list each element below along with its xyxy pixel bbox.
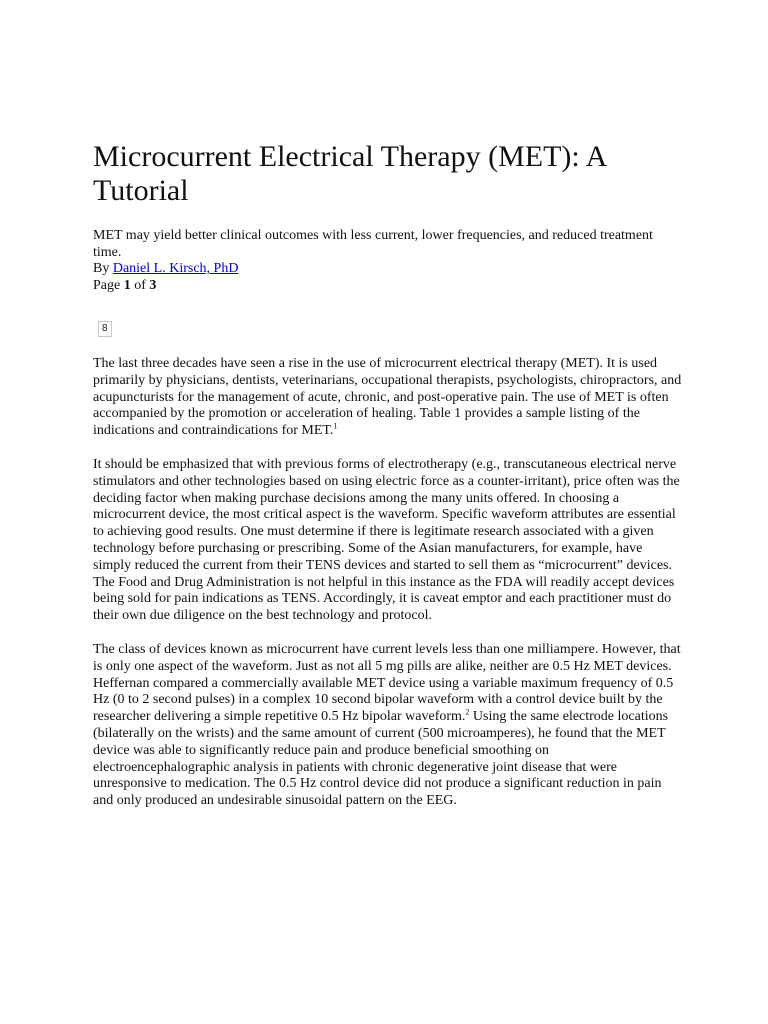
byline xyxy=(93,261,683,278)
page-number-box[interactable]: 8 xyxy=(98,321,112,337)
paragraph-text: The class of devices known as microcurrent have current levels less than one milliampere. However, that is only one aspect of the waveform. Just as not all 5 mg pills are alike, neither are 0.5 Hz MET devices. Heffernan compared a commercially available MET device using a variable maximum frequency of 0.5 Hz (0 to 2 second pulses) in a complex 10 second bipolar waveform with a control device built by the researcher delivering a simple repetitive 0.5 Hz bipolar waveform. xyxy=(93,641,681,725)
article-subtitle: MET may yield better clinical outcomes with less current, lower frequencies, and reduced treatment time. xyxy=(93,228,653,260)
paragraph-text-tail: Using the same electrode locations (bilaterally on the wrists) and the same amount of current (500 microamperes), he found that the MET device was able to significantly reduce pain and produce beneficial smoothing on electroencephalographic analysis in patients with chronic degenerative joint disease that were unresponsive to medication. The 0.5 Hz control device did not produce a significant reduction in pain and only produced an undesirable sinusoidal pattern on the EEG. xyxy=(93,709,669,809)
paragraph-text: It should be emphasized that with previous forms of electrotherapy (e.g., transcutaneous electrical nerve stimulators and other technologies based on using electric force as a counter-irritant), price often was the deciding factor when making purchase decisions among the many units offered. In choosing a microcurrent device, the most critical aspect is the waveform. Specific waveform attributes are essential to achieving good results. One must determine if there is legitimate research associated with a given technology before purchasing or prescribing. Some of the Asian manufacturers, for example, have simply reduced the current from their TENS devices and started to sell them as “microcurrent” devices. The Food and Drug Administration is not helpful in this instance as the FDA will readily accept devices being sold for pain indications as TENS. Accordingly, it is caveat emptor and each practitioner must do their own due diligence on the best technology and protocol. xyxy=(93,456,680,624)
footnote-ref[interactable]: 1 xyxy=(333,421,338,431)
article-title: Microcurrent Electrical Therapy (MET): A Tutorial xyxy=(93,140,606,207)
paragraph-2 xyxy=(93,457,683,625)
paragraph-3 xyxy=(93,642,683,810)
page-total: 3 xyxy=(149,277,157,293)
page-prefix: Page xyxy=(93,277,124,293)
article-body xyxy=(93,356,683,810)
paragraph-1 xyxy=(93,356,683,440)
page-current: 1 xyxy=(123,277,131,293)
article-meta xyxy=(93,228,683,294)
page-indicator xyxy=(93,278,683,295)
paragraph-text: The last three decades have seen a rise in the use of microcurrent electrical therapy (MET). It is used primarily by physicians, dentists, veterinarians, occupational therapists, psychologists, chiropractors, and acupuncturists for the management of acute, chronic, and post-operative pain. The use of MET is often accompanied by the promotion or acceleration of healing. Table 1 provides a sample listing of the indications and contraindications for MET. xyxy=(93,356,682,439)
footnote-ref[interactable]: 2 xyxy=(465,707,470,717)
author-link[interactable]: Daniel L. Kirsch, PhD xyxy=(112,261,239,276)
article xyxy=(93,140,683,827)
page-of: of xyxy=(130,277,150,293)
byline-prefix: By xyxy=(93,261,113,276)
